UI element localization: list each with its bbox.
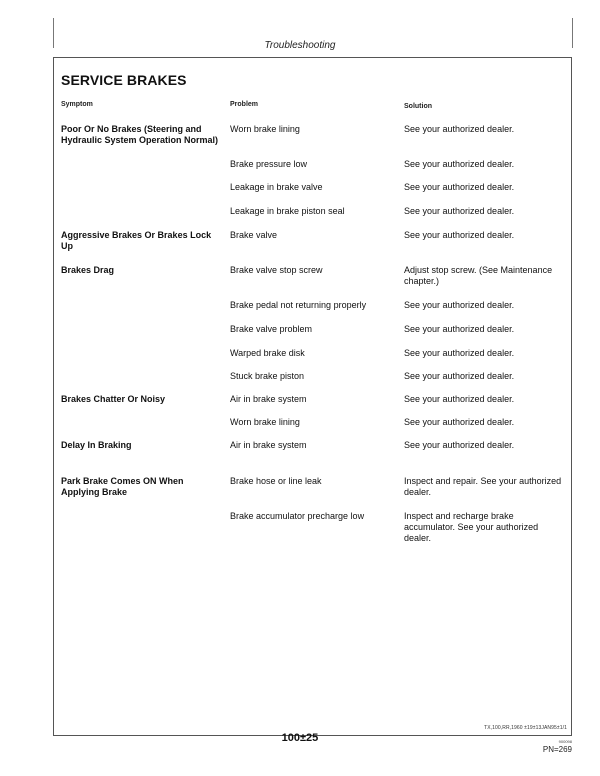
solution-cell: Inspect and recharge brake accumulator. See your authorized dealer. bbox=[404, 511, 539, 543]
problem-cell: Worn brake lining bbox=[230, 124, 300, 134]
solution-cell: See your authorized dealer. bbox=[404, 324, 515, 334]
column-header-symptom: Symptom bbox=[61, 101, 93, 108]
problem-cell: Leakage in brake valve bbox=[230, 182, 323, 192]
section-title: SERVICE BRAKES bbox=[61, 72, 187, 88]
solution-cell: See your authorized dealer. bbox=[404, 394, 515, 404]
problem-cell: Brake valve problem bbox=[230, 324, 313, 334]
solution-cell: See your authorized dealer. bbox=[404, 230, 515, 240]
solution-cell: See your authorized dealer. bbox=[404, 124, 515, 134]
solution-cell: See your authorized dealer. bbox=[404, 182, 515, 192]
solution-cell: See your authorized dealer. bbox=[404, 159, 515, 169]
symptom-cell: Brakes Chatter Or Noisy bbox=[61, 394, 166, 404]
problem-cell: Air in brake system bbox=[230, 440, 307, 450]
problem-cell: Brake pressure low bbox=[230, 159, 308, 169]
problem-cell: Leakage in brake piston seal bbox=[230, 206, 345, 216]
solution-cell: See your authorized dealer. bbox=[404, 440, 515, 450]
page-header: Troubleshooting bbox=[264, 40, 336, 51]
problem-cell: Brake hose or line leak bbox=[230, 476, 322, 486]
solution-cell: See your authorized dealer. bbox=[404, 348, 515, 358]
reference-code: TX,100,RR,1960 ±19±13JAN95±1/1 bbox=[484, 725, 567, 731]
problem-cell: Brake pedal not returning properly bbox=[230, 300, 367, 310]
problem-cell: Brake valve bbox=[230, 230, 278, 240]
column-header-solution: Solution bbox=[404, 103, 432, 110]
solution-cell: See your authorized dealer. bbox=[404, 206, 515, 216]
solution-cell: See your authorized dealer. bbox=[404, 417, 515, 427]
symptom-cell: Park Brake Comes ON When Applying Brake bbox=[61, 476, 184, 497]
pn-number: PN=269 bbox=[542, 745, 572, 754]
solution-cell: See your authorized dealer. bbox=[404, 300, 515, 310]
symptom-cell: Poor Or No Brakes (Steering and Hydraulic System Operation Normal) bbox=[61, 124, 219, 145]
problem-cell: Stuck brake piston bbox=[230, 371, 305, 381]
column-header-problem: Problem bbox=[230, 101, 259, 108]
problem-cell: Worn brake lining bbox=[230, 417, 300, 427]
problem-cell: Brake accumulator precharge low bbox=[230, 511, 365, 521]
symptom-cell: Brakes Drag bbox=[61, 265, 115, 275]
solution-cell: Inspect and repair. See your authorized dealer. bbox=[404, 476, 562, 497]
symptom-cell: Aggressive Brakes Or Brakes Lock Up bbox=[61, 230, 212, 251]
print-code: 900098 bbox=[558, 739, 572, 744]
problem-cell: Warped brake disk bbox=[230, 348, 305, 358]
solution-cell: Adjust stop screw. (See Maintenance chapter.) bbox=[404, 265, 553, 286]
problem-cell: Brake valve stop screw bbox=[230, 265, 323, 275]
solution-cell: See your authorized dealer. bbox=[404, 371, 515, 381]
page-number: 100±25 bbox=[281, 732, 319, 744]
symptom-cell: Delay In Braking bbox=[61, 440, 132, 450]
problem-cell: Air in brake system bbox=[230, 394, 307, 404]
content-frame bbox=[53, 57, 572, 736]
